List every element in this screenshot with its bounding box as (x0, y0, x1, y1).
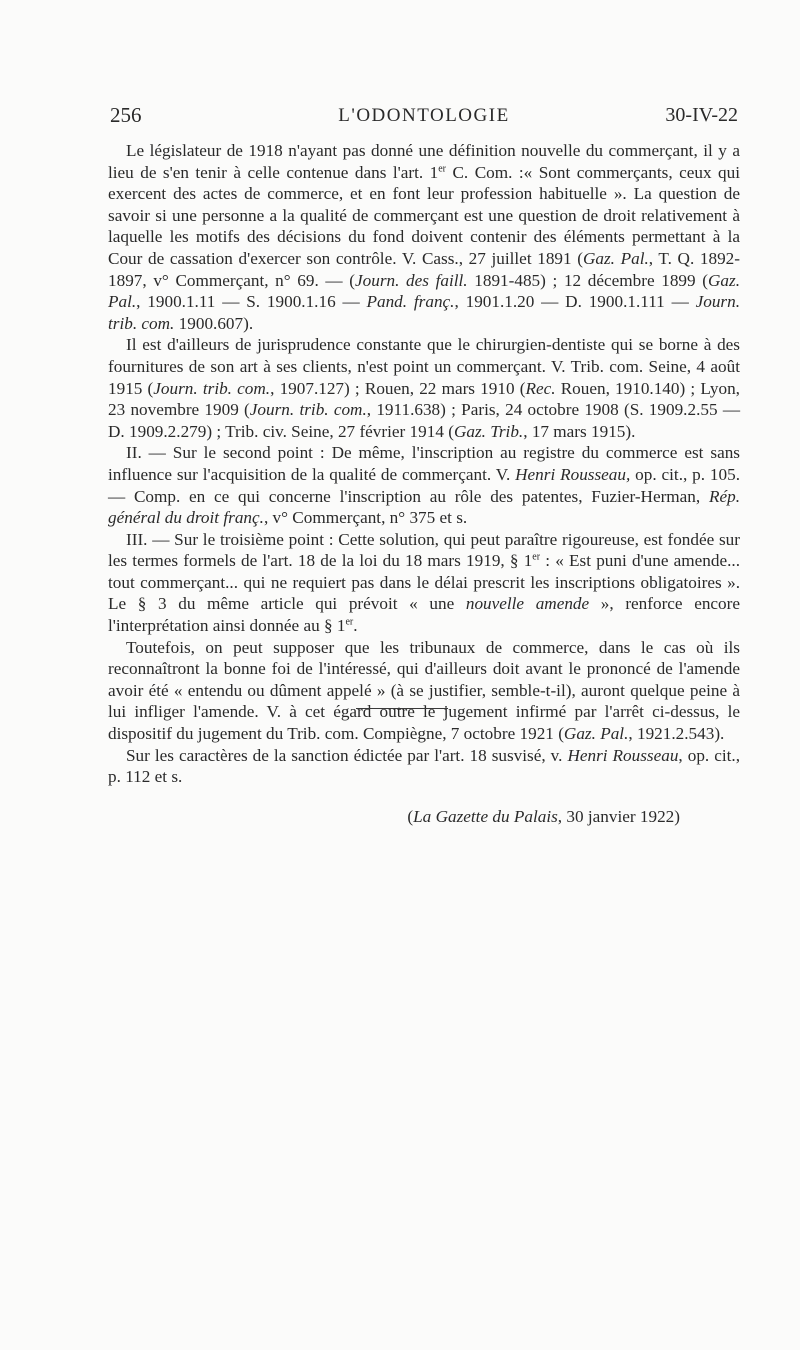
text-run: , 17 mars 1915). (523, 421, 636, 441)
paragraph-sanction (108, 745, 740, 788)
page-number: 256 (110, 103, 142, 127)
paragraph-chirurgien-dentiste (108, 334, 740, 442)
italic-citation: Gaz. Pal. (108, 270, 740, 312)
text-run: , T. Q. 1892-1897, v° Commerçant, n° 69. — ( (108, 248, 740, 290)
text-run: op. cit., p. 105. — Comp. en ce qui concerne l'inscription au rôle des patentes, Fuzier-Herman, (108, 464, 740, 506)
text-run: ( (407, 806, 414, 826)
paragraph-definition-commercant (108, 140, 740, 334)
text-run: , 30 janvier 1922) (557, 806, 680, 826)
issue-date: 30-IV-22 (665, 104, 738, 126)
superscript-text: er (532, 551, 541, 563)
text-run: 1891-485) ; 12 décembre 1899 ( (467, 270, 708, 290)
end-rule-divider (356, 708, 448, 709)
superscript-text: er (345, 616, 354, 628)
text-run: , 1900.1.11 — S. 1900.1.16 — (136, 292, 367, 312)
journal-title: L'ODONTOLOGIE (338, 105, 510, 126)
text-run: Toutefois, on peut supposer que les tribunaux de commerce, dans le cas où ils reconnaîtront la bonne foi de l'intéressé, qui d'ailleurs doit avant le prononcé de l'amende avoir été « entendu ou dûment appelé » (à se justifier, semble-t-il), auront quelque peine à lui infliger l'amende. V. à cet égard outre le jugement infirmé par l'arrêt ci-dessus, le dispositif du jugement du Trib. com. Compiègne, 7 octobre 1921 ( (108, 637, 740, 744)
text-run: Rouen, 1910.140) ; Lyon, 23 novembre 1909 ( (108, 378, 740, 420)
italic-citation: Gaz. Pal. (563, 724, 629, 744)
italic-citation: Henri Rousseau (567, 745, 679, 765)
superscript-text: er (438, 162, 446, 174)
italic-citation: Journ. trib. com. (153, 378, 271, 398)
text-run: , v° Commerçant, n° 375 et s. (263, 508, 468, 528)
text-run: , op. cit., p. 112 et s. (108, 745, 740, 787)
text-run: C. Com. :« Sont commerçants, ceux qui exercent des actes de commerce, et en font leur profession habituelle ». La question de savoir si une personne a la qualité de commerçant est une question de droit relativement à laquelle les motifs des décisions du fond doivent contenir des éléments permettant à la Cour de cassation d'exercer son contrôle. V. Cass., 27 juillet 1891 ( (108, 162, 740, 268)
article-body (108, 140, 740, 827)
text-run: , 1907.127) ; Rouen, 22 mars 1910 ( (270, 378, 526, 398)
italic-citation: Rép. général du droit franç. (108, 486, 740, 528)
source-citation (108, 806, 740, 828)
text-run: III. — Sur le troisième point : Cette solution, qui peut paraître rigoureuse, est fondée sur les termes formels de l'art. 18 de la loi du 18 mars 1919, § 1 (108, 529, 740, 571)
italic-citation: Journ. des faill. (355, 270, 468, 290)
running-header (110, 103, 738, 135)
text-run: , 1921.2.543). (628, 724, 725, 744)
text-run: : « Est puni d'une amende... tout commerçant... qui ne requiert pas dans le délai prescrit les inscriptions obligatoires ». Le § 3 du même article qui prévoit « une (108, 551, 740, 614)
paragraph-second-point (108, 442, 740, 528)
text-run: », renforce encore l'interprétation ainsi donnée au § 1 (108, 594, 740, 636)
text-run: . (353, 616, 358, 636)
italic-citation: La Gazette du Palais (413, 806, 558, 826)
text-run: II. — Sur le second point : De même, l'inscription au registre du commerce est sans influence sur l'acquisition de la qualité de commerçant. V. (108, 443, 740, 484)
italic-citation: Journ. trib. com. (108, 292, 741, 333)
italic-citation: Rec. (525, 378, 556, 398)
text-run: Le législateur de 1918 n'ayant pas donné une définition nouvelle du commerçant, il y a lieu de s'en tenir à celle contenue dans l'art. 1 (108, 141, 740, 182)
paragraph-toutefois (108, 637, 740, 745)
italic-citation: Pand. franç. (366, 292, 455, 312)
paragraph-third-point (108, 529, 740, 637)
text-run: Il est d'ailleurs de jurisprudence constante que le chirurgien-dentiste qui se borne à des fournitures de son art à ses clients, n'est point un commerçant. V. Trib. com. Seine, 4 août 1915 ( (108, 335, 740, 398)
italic-citation: Gaz. Pal. (582, 248, 649, 268)
italic-citation: Henri Rousseau, (515, 464, 631, 484)
text-run: Sur les caractères de la sanction édictée par l'art. 18 susvisé, v. (126, 745, 568, 765)
text-run: 1900.607). (174, 313, 254, 333)
text-run: , 1911.638) ; Paris, 24 octobre 1908 (S. 1909.2.55 — D. 1909.2.279) ; Trib. civ. Seine, 27 février 1914 ( (108, 400, 741, 441)
text-run: , 1901.1.20 — D. 1900.1.111 — (454, 292, 696, 312)
italic-citation: Gaz. Trib. (453, 421, 524, 441)
italic-citation: nouvelle amende (465, 594, 590, 614)
italic-citation: Journ. trib. com. (249, 400, 367, 420)
